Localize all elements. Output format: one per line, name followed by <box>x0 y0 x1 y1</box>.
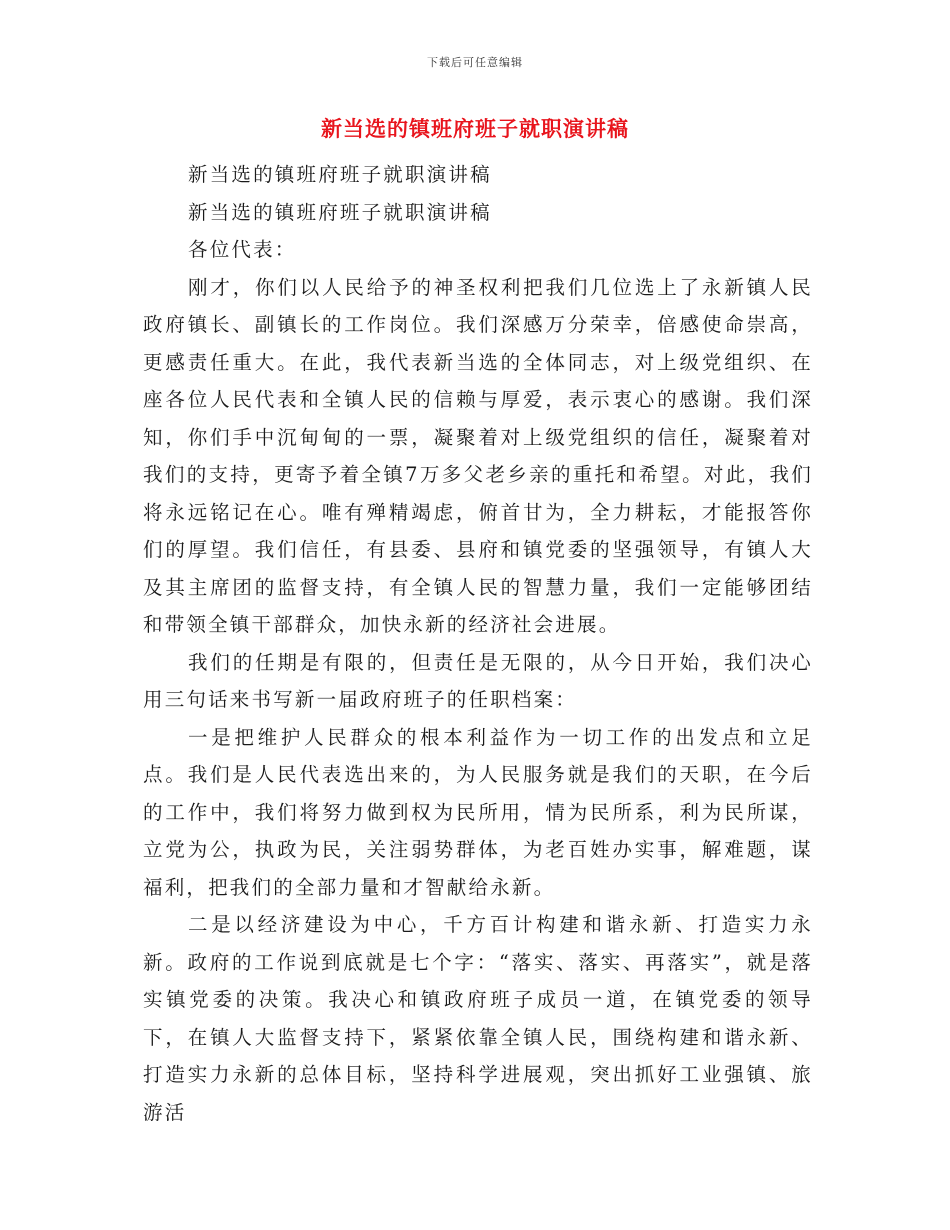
page-header-note: 下载后可任意编辑 <box>427 56 523 69</box>
body-paragraph: 一是把维护人民群众的根本利益作为一切工作的出发点和立足点。我们是人民代表选出来的，为人民服务就是我们的天职，在今后的工作中，我们将努力做到权为民所用，情为民所系，利为民所谋，立党为公，执政为民，关注弱势群体，为老百姓办实事，解难题，谋福利，把我们的全部力量和才智献给永新。 <box>143 725 813 899</box>
body-paragraph: 二是以经济建设为中心，千方百计构建和谐永新、打造实力永新。政府的工作说到底就是七个字：“落实、落实、再落实”，就是落实镇党委的决策。我决心和镇政府班子成员一道，在镇党委的领导下，在镇人大监督支持下，紧紧依靠全镇人民，围绕构建和谐永新、打造实力永新的总体目标，坚持科学进展观，突出抓好工业强镇、旅游活 <box>143 913 813 1124</box>
body-paragraph: 刚才，你们以人民给予的神圣权利把我们几位选上了永新镇人民政府镇长、副镇长的工作岗位。我们深感万分荣幸，倍感使命崇高，更感责任重大。在此，我代表新当选的全体同志，对上级党组织、在座各位人民代表和全镇人民的信赖与厚爱，表示衷心的感谢。我们深知，你们手中沉甸甸的一票，凝聚着对上级党组织的信任，凝聚着对我们的支持，更寄予着全镇7万多父老乡亲的重托和希望。对此，我们将永远铭记在心。唯有殚精竭虑，俯首甘为，全力耕耘，才能报答你们的厚望。我们信任，有县委、县府和镇党委的坚强领导，有镇人大及其主席团的监督支持，有全镇人民的智慧力量，我们一定能够团结和带领全镇干部群众，加快永新的经济社会进展。 <box>143 275 813 636</box>
body-paragraph: 我们的任期是有限的，但责任是无限的，从今日开始，我们决心用三句话来书写新一届政府班子的任职档案： <box>143 650 813 711</box>
document-body <box>143 156 813 1131</box>
document-title: 新当选的镇班府班子就职演讲稿 <box>321 116 629 141</box>
body-paragraph: 各位代表： <box>188 238 297 261</box>
body-paragraph: 新当选的镇班府班子就职演讲稿 <box>188 200 492 224</box>
body-paragraph: 新当选的镇班府班子就职演讲稿 <box>188 163 492 186</box>
